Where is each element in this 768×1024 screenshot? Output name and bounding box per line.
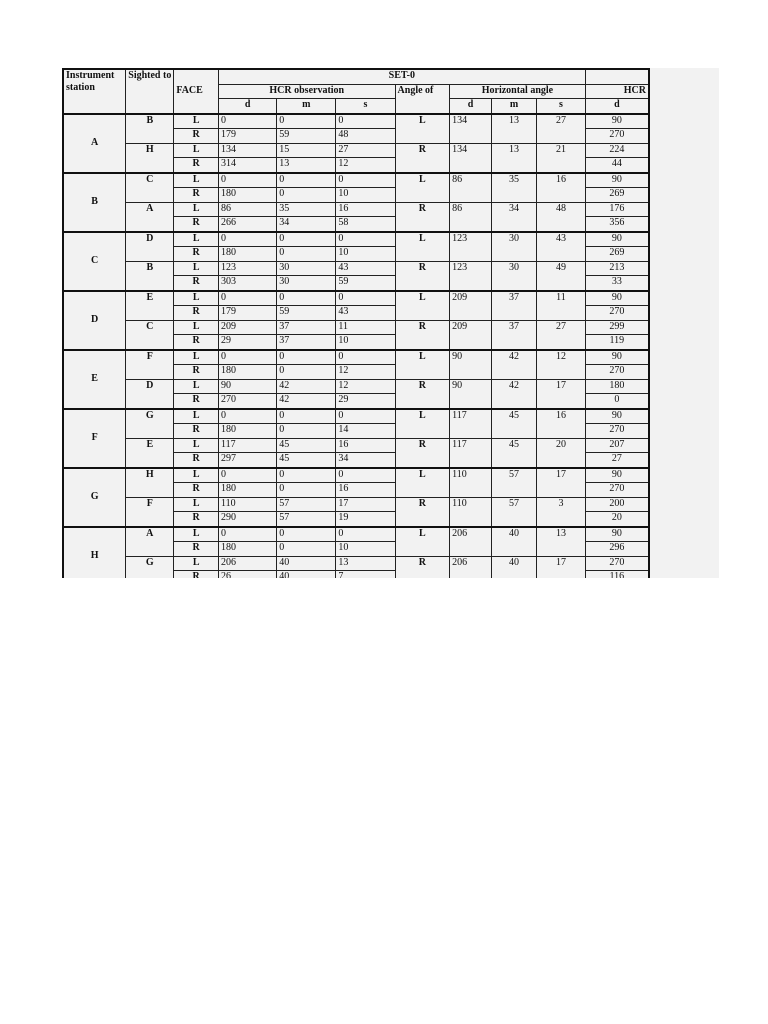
angle-d-cell[interactable]: 90 xyxy=(450,379,492,409)
target-cell[interactable]: B xyxy=(126,114,174,144)
hcr-m-cell[interactable]: 34 xyxy=(277,217,336,232)
angle-face-cell[interactable]: L xyxy=(395,291,450,321)
face-cell[interactable]: R xyxy=(174,365,219,380)
station-cell[interactable]: E xyxy=(63,350,126,409)
target-cell[interactable]: C xyxy=(126,320,174,350)
hcr-s-cell[interactable]: 7 xyxy=(336,571,395,579)
face-cell[interactable]: R xyxy=(174,453,219,468)
target-cell[interactable]: B xyxy=(126,261,174,291)
hcr-d-cell[interactable]: 0 xyxy=(218,291,276,306)
next-hcr-d-cell[interactable]: 90 xyxy=(585,114,649,129)
hcr-d-cell[interactable]: 134 xyxy=(218,143,276,158)
angle-m-cell[interactable]: 13 xyxy=(491,114,536,144)
hcr-m-cell[interactable]: 30 xyxy=(277,276,336,291)
header-horizontal-angle: Horizontal angle xyxy=(450,84,586,99)
next-hcr-d-cell[interactable]: 269 xyxy=(585,188,649,203)
angle-face-cell[interactable]: L xyxy=(395,409,450,439)
face-cell[interactable]: L xyxy=(174,409,219,424)
target-cell[interactable]: E xyxy=(126,438,174,468)
table-row xyxy=(63,438,649,453)
face-cell[interactable]: R xyxy=(174,276,219,291)
table-row xyxy=(63,291,649,306)
hcr-m-cell[interactable]: 35 xyxy=(277,202,336,217)
hcr-d-cell[interactable]: 0 xyxy=(218,114,276,129)
hcr-m-cell[interactable]: 0 xyxy=(277,468,336,483)
angle-face-cell[interactable]: L xyxy=(395,114,450,144)
table-row xyxy=(63,202,649,217)
angle-s-cell[interactable]: 20 xyxy=(537,438,585,468)
station-cell[interactable]: D xyxy=(63,291,126,350)
table-row xyxy=(63,379,649,394)
hcr-s-cell[interactable]: 16 xyxy=(336,483,395,498)
hcr-m-cell[interactable]: 57 xyxy=(277,497,336,512)
survey-table xyxy=(62,68,650,578)
face-cell[interactable]: R xyxy=(174,129,219,144)
hcr-m-cell[interactable]: 59 xyxy=(277,306,336,321)
table-row xyxy=(63,497,649,512)
angle-s-cell[interactable]: 3 xyxy=(537,497,585,527)
next-hcr-d-cell[interactable]: 270 xyxy=(585,424,649,439)
target-cell[interactable]: H xyxy=(126,143,174,173)
hcr-d-cell[interactable]: 180 xyxy=(218,188,276,203)
face-cell[interactable]: L xyxy=(174,232,219,247)
hcr-m-cell[interactable]: 59 xyxy=(277,129,336,144)
target-cell[interactable]: G xyxy=(126,409,174,439)
angle-d-cell[interactable]: 134 xyxy=(450,143,492,173)
angle-face-cell[interactable]: R xyxy=(395,379,450,409)
next-hcr-d-cell[interactable]: 269 xyxy=(585,247,649,262)
hcr-s-cell[interactable]: 27 xyxy=(336,143,395,158)
hcr-d-cell[interactable]: 0 xyxy=(218,527,276,542)
angle-d-cell[interactable]: 86 xyxy=(450,173,492,203)
hcr-m-cell[interactable]: 40 xyxy=(277,571,336,579)
face-cell[interactable]: R xyxy=(174,217,219,232)
next-hcr-d-cell[interactable]: 176 xyxy=(585,202,649,217)
next-hcr-d-cell[interactable]: 90 xyxy=(585,527,649,542)
next-hcr-d-cell[interactable]: 90 xyxy=(585,468,649,483)
hcr-d-cell[interactable]: 206 xyxy=(218,556,276,571)
header-blank xyxy=(585,69,649,84)
face-cell[interactable]: R xyxy=(174,542,219,557)
hcr-d-cell[interactable]: 0 xyxy=(218,468,276,483)
hcr-d-cell[interactable]: 180 xyxy=(218,247,276,262)
next-hcr-d-cell[interactable]: 116 xyxy=(585,571,649,579)
angle-d-cell[interactable]: 206 xyxy=(450,556,492,578)
station-cell[interactable]: G xyxy=(63,468,126,527)
next-hcr-d-cell[interactable]: 180 xyxy=(585,379,649,394)
next-hcr-d-cell[interactable]: 270 xyxy=(585,365,649,380)
hcr-m-cell[interactable]: 0 xyxy=(277,350,336,365)
next-hcr-d-cell[interactable]: 213 xyxy=(585,261,649,276)
face-cell[interactable]: L xyxy=(174,497,219,512)
hcr-d-cell[interactable]: 90 xyxy=(218,379,276,394)
hcr-s-cell[interactable]: 14 xyxy=(336,424,395,439)
face-cell[interactable]: L xyxy=(174,438,219,453)
hcr-m-cell[interactable]: 0 xyxy=(277,483,336,498)
angle-m-cell[interactable]: 37 xyxy=(491,291,536,321)
hcr-d-cell[interactable]: 179 xyxy=(218,306,276,321)
angle-d-cell[interactable]: 110 xyxy=(450,468,492,498)
hcr-m-cell[interactable]: 0 xyxy=(277,365,336,380)
face-cell[interactable]: R xyxy=(174,335,219,350)
angle-m-cell[interactable]: 42 xyxy=(491,379,536,409)
angle-m-cell[interactable]: 34 xyxy=(491,202,536,232)
next-hcr-d-cell[interactable]: 90 xyxy=(585,291,649,306)
next-hcr-d-cell[interactable]: 90 xyxy=(585,173,649,188)
hcr-d-cell[interactable]: 303 xyxy=(218,276,276,291)
station-cell[interactable]: C xyxy=(63,232,126,291)
face-cell[interactable]: L xyxy=(174,527,219,542)
target-cell[interactable]: F xyxy=(126,497,174,527)
face-cell[interactable]: R xyxy=(174,394,219,409)
table-row xyxy=(63,143,649,158)
hcr-s-cell[interactable]: 0 xyxy=(336,173,395,188)
hcr-d-cell[interactable]: 0 xyxy=(218,350,276,365)
hcr-d-cell[interactable]: 117 xyxy=(218,438,276,453)
angle-m-cell[interactable]: 30 xyxy=(491,261,536,291)
next-hcr-d-cell[interactable]: 0 xyxy=(585,394,649,409)
next-hcr-d-cell[interactable]: 90 xyxy=(585,232,649,247)
face-cell[interactable]: R xyxy=(174,424,219,439)
angle-m-cell[interactable]: 13 xyxy=(491,143,536,173)
hcr-m-cell[interactable]: 0 xyxy=(277,173,336,188)
hcr-s-cell[interactable]: 12 xyxy=(336,365,395,380)
hcr-s-cell[interactable]: 10 xyxy=(336,335,395,350)
hcr-d-cell[interactable]: 0 xyxy=(218,232,276,247)
angle-d-cell[interactable]: 209 xyxy=(450,291,492,321)
hcr-s-cell[interactable]: 13 xyxy=(336,556,395,571)
next-hcr-d-cell[interactable]: 33 xyxy=(585,276,649,291)
next-hcr-d-cell[interactable]: 119 xyxy=(585,335,649,350)
header-d: d xyxy=(218,99,276,114)
next-hcr-d-cell[interactable]: 207 xyxy=(585,438,649,453)
hcr-s-cell[interactable]: 12 xyxy=(336,158,395,173)
table-row xyxy=(63,114,649,129)
hcr-d-cell[interactable]: 180 xyxy=(218,542,276,557)
hcr-d-cell[interactable]: 110 xyxy=(218,497,276,512)
hcr-s-cell[interactable]: 43 xyxy=(336,261,395,276)
hcr-m-cell[interactable]: 0 xyxy=(277,114,336,129)
face-cell[interactable]: R xyxy=(174,571,219,579)
angle-d-cell[interactable]: 86 xyxy=(450,202,492,232)
table-row xyxy=(63,409,649,424)
hcr-s-cell[interactable]: 48 xyxy=(336,129,395,144)
hcr-s-cell[interactable]: 0 xyxy=(336,468,395,483)
angle-m-cell[interactable]: 30 xyxy=(491,232,536,262)
table-row xyxy=(63,556,649,571)
table-row xyxy=(63,173,649,188)
hcr-s-cell[interactable]: 58 xyxy=(336,217,395,232)
hcr-s-cell[interactable]: 17 xyxy=(336,497,395,512)
next-hcr-d-cell[interactable]: 299 xyxy=(585,320,649,335)
face-cell[interactable]: R xyxy=(174,188,219,203)
hcr-d-cell[interactable]: 180 xyxy=(218,483,276,498)
face-cell[interactable]: L xyxy=(174,114,219,129)
face-cell[interactable]: L xyxy=(174,350,219,365)
angle-s-cell[interactable]: 11 xyxy=(537,291,585,321)
hcr-m-cell[interactable]: 37 xyxy=(277,335,336,350)
target-cell[interactable]: A xyxy=(126,202,174,232)
header-ang-d: d xyxy=(450,99,492,114)
angle-m-cell[interactable]: 37 xyxy=(491,320,536,350)
angle-s-cell[interactable]: 13 xyxy=(537,527,585,557)
angle-face-cell[interactable]: R xyxy=(395,261,450,291)
angle-s-cell[interactable]: 48 xyxy=(537,202,585,232)
face-cell[interactable]: L xyxy=(174,320,219,335)
hcr-m-cell[interactable]: 15 xyxy=(277,143,336,158)
angle-m-cell[interactable]: 45 xyxy=(491,438,536,468)
hcr-m-cell[interactable]: 0 xyxy=(277,527,336,542)
hcr-d-cell[interactable]: 297 xyxy=(218,453,276,468)
face-cell[interactable]: L xyxy=(174,468,219,483)
angle-face-cell[interactable]: R xyxy=(395,320,450,350)
hcr-m-cell[interactable]: 0 xyxy=(277,188,336,203)
angle-s-cell[interactable]: 16 xyxy=(537,409,585,439)
hcr-d-cell[interactable]: 209 xyxy=(218,320,276,335)
angle-s-cell[interactable]: 17 xyxy=(537,468,585,498)
angle-d-cell[interactable]: 110 xyxy=(450,497,492,527)
next-hcr-d-cell[interactable]: 224 xyxy=(585,143,649,158)
header-next-d: d xyxy=(585,99,649,114)
hcr-m-cell[interactable]: 45 xyxy=(277,438,336,453)
angle-s-cell[interactable]: 21 xyxy=(537,143,585,173)
face-cell[interactable]: R xyxy=(174,247,219,262)
face-cell[interactable]: R xyxy=(174,483,219,498)
table-row xyxy=(63,320,649,335)
header-m: m xyxy=(277,99,336,114)
header-sighted-to: Sighted to xyxy=(126,69,174,114)
station-cell[interactable]: A xyxy=(63,114,126,173)
face-cell[interactable]: L xyxy=(174,143,219,158)
header-s: s xyxy=(336,99,395,114)
target-cell[interactable]: F xyxy=(126,350,174,380)
next-hcr-d-cell[interactable]: 200 xyxy=(585,497,649,512)
table-row xyxy=(63,468,649,483)
hcr-s-cell[interactable]: 29 xyxy=(336,394,395,409)
angle-d-cell[interactable]: 134 xyxy=(450,114,492,144)
hcr-s-cell[interactable]: 16 xyxy=(336,202,395,217)
hcr-m-cell[interactable]: 37 xyxy=(277,320,336,335)
hcr-m-cell[interactable]: 13 xyxy=(277,158,336,173)
angle-m-cell[interactable]: 57 xyxy=(491,497,536,527)
angle-d-cell[interactable]: 123 xyxy=(450,261,492,291)
face-cell[interactable]: L xyxy=(174,556,219,571)
face-cell[interactable]: R xyxy=(174,512,219,527)
header-instrument-station: Instrument station xyxy=(63,69,126,114)
next-hcr-d-cell[interactable]: 27 xyxy=(585,453,649,468)
hcr-m-cell[interactable]: 0 xyxy=(277,232,336,247)
table-row xyxy=(63,232,649,247)
hcr-m-cell[interactable]: 30 xyxy=(277,261,336,276)
face-cell[interactable]: L xyxy=(174,379,219,394)
angle-m-cell[interactable]: 40 xyxy=(491,556,536,578)
angle-face-cell[interactable]: R xyxy=(395,497,450,527)
angle-m-cell[interactable]: 45 xyxy=(491,409,536,439)
next-hcr-d-cell[interactable]: 90 xyxy=(585,409,649,424)
face-cell[interactable]: R xyxy=(174,306,219,321)
hcr-m-cell[interactable]: 57 xyxy=(277,512,336,527)
hcr-s-cell[interactable]: 10 xyxy=(336,188,395,203)
next-hcr-d-cell[interactable]: 296 xyxy=(585,542,649,557)
hcr-s-cell[interactable]: 10 xyxy=(336,542,395,557)
hcr-m-cell[interactable]: 0 xyxy=(277,291,336,306)
header-ang-m: m xyxy=(491,99,536,114)
table-row xyxy=(63,350,649,365)
hcr-d-cell[interactable]: 180 xyxy=(218,365,276,380)
angle-s-cell[interactable]: 16 xyxy=(537,173,585,203)
hcr-s-cell[interactable]: 19 xyxy=(336,512,395,527)
angle-d-cell[interactable]: 117 xyxy=(450,409,492,439)
angle-s-cell[interactable]: 17 xyxy=(537,379,585,409)
hcr-s-cell[interactable]: 0 xyxy=(336,232,395,247)
angle-d-cell[interactable]: 117 xyxy=(450,438,492,468)
header-hcr-observation: HCR observation xyxy=(218,84,395,99)
next-hcr-d-cell[interactable]: 270 xyxy=(585,556,649,571)
target-cell[interactable]: D xyxy=(126,232,174,262)
next-hcr-d-cell[interactable]: 44 xyxy=(585,158,649,173)
face-cell[interactable]: L xyxy=(174,202,219,217)
angle-d-cell[interactable]: 123 xyxy=(450,232,492,262)
target-cell[interactable]: G xyxy=(126,556,174,578)
next-hcr-d-cell[interactable]: 270 xyxy=(585,306,649,321)
table-row xyxy=(63,261,649,276)
face-cell[interactable]: L xyxy=(174,173,219,188)
hcr-s-cell[interactable]: 59 xyxy=(336,276,395,291)
angle-face-cell[interactable]: R xyxy=(395,143,450,173)
next-hcr-d-cell[interactable]: 90 xyxy=(585,350,649,365)
next-hcr-d-cell[interactable]: 356 xyxy=(585,217,649,232)
hcr-d-cell[interactable]: 290 xyxy=(218,512,276,527)
target-cell[interactable]: C xyxy=(126,173,174,203)
hcr-d-cell[interactable]: 179 xyxy=(218,129,276,144)
header-face: FACE xyxy=(174,69,219,114)
header-set: SET-0 xyxy=(218,69,585,84)
face-cell[interactable]: R xyxy=(174,158,219,173)
angle-s-cell[interactable]: 27 xyxy=(537,114,585,144)
angle-face-cell[interactable]: L xyxy=(395,527,450,557)
hcr-m-cell[interactable]: 0 xyxy=(277,424,336,439)
next-hcr-d-cell[interactable]: 20 xyxy=(585,512,649,527)
angle-d-cell[interactable]: 206 xyxy=(450,527,492,557)
hcr-m-cell[interactable]: 0 xyxy=(277,542,336,557)
hcr-d-cell[interactable]: 26 xyxy=(218,571,276,579)
hcr-m-cell[interactable]: 0 xyxy=(277,247,336,262)
header-ang-s: s xyxy=(537,99,585,114)
angle-s-cell[interactable]: 27 xyxy=(537,320,585,350)
target-cell[interactable]: E xyxy=(126,291,174,321)
angle-m-cell[interactable]: 42 xyxy=(491,350,536,380)
angle-face-cell[interactable]: R xyxy=(395,556,450,578)
angle-d-cell[interactable]: 209 xyxy=(450,320,492,350)
hcr-m-cell[interactable]: 40 xyxy=(277,556,336,571)
target-cell[interactable]: H xyxy=(126,468,174,498)
angle-d-cell[interactable]: 90 xyxy=(450,350,492,380)
hcr-d-cell[interactable]: 266 xyxy=(218,217,276,232)
hcr-m-cell[interactable]: 42 xyxy=(277,379,336,394)
target-cell[interactable]: A xyxy=(126,527,174,557)
station-cell[interactable]: H xyxy=(63,527,126,579)
face-cell[interactable]: L xyxy=(174,261,219,276)
hcr-d-cell[interactable]: 86 xyxy=(218,202,276,217)
angle-m-cell[interactable]: 57 xyxy=(491,468,536,498)
station-cell[interactable]: F xyxy=(63,409,126,468)
hcr-d-cell[interactable]: 270 xyxy=(218,394,276,409)
face-cell[interactable]: L xyxy=(174,291,219,306)
hcr-d-cell[interactable]: 314 xyxy=(218,158,276,173)
hcr-s-cell[interactable]: 12 xyxy=(336,379,395,394)
angle-m-cell[interactable]: 35 xyxy=(491,173,536,203)
angle-face-cell[interactable]: R xyxy=(395,202,450,232)
hcr-s-cell[interactable]: 0 xyxy=(336,291,395,306)
angle-face-cell[interactable]: L xyxy=(395,350,450,380)
hcr-d-cell[interactable]: 29 xyxy=(218,335,276,350)
header-angle-of: Angle of xyxy=(395,84,450,114)
hcr-s-cell[interactable]: 0 xyxy=(336,114,395,129)
next-hcr-d-cell[interactable]: 270 xyxy=(585,483,649,498)
hcr-s-cell[interactable]: 11 xyxy=(336,320,395,335)
hcr-m-cell[interactable]: 0 xyxy=(277,409,336,424)
hcr-s-cell[interactable]: 16 xyxy=(336,438,395,453)
angle-face-cell[interactable]: L xyxy=(395,232,450,262)
angle-s-cell[interactable]: 49 xyxy=(537,261,585,291)
hcr-m-cell[interactable]: 45 xyxy=(277,453,336,468)
hcr-s-cell[interactable]: 0 xyxy=(336,527,395,542)
angle-s-cell[interactable]: 17 xyxy=(537,556,585,578)
next-hcr-d-cell[interactable]: 270 xyxy=(585,129,649,144)
table-viewport[interactable] xyxy=(62,68,650,578)
hcr-s-cell[interactable]: 43 xyxy=(336,306,395,321)
hcr-d-cell[interactable]: 123 xyxy=(218,261,276,276)
angle-face-cell[interactable]: L xyxy=(395,173,450,203)
angle-m-cell[interactable]: 40 xyxy=(491,527,536,557)
table-row xyxy=(63,527,649,542)
hcr-s-cell[interactable]: 10 xyxy=(336,247,395,262)
target-cell[interactable]: D xyxy=(126,379,174,409)
angle-face-cell[interactable]: L xyxy=(395,468,450,498)
station-cell[interactable]: B xyxy=(63,173,126,232)
hcr-s-cell[interactable]: 0 xyxy=(336,409,395,424)
hcr-s-cell[interactable]: 34 xyxy=(336,453,395,468)
angle-s-cell[interactable]: 43 xyxy=(537,232,585,262)
hcr-d-cell[interactable]: 0 xyxy=(218,173,276,188)
hcr-d-cell[interactable]: 180 xyxy=(218,424,276,439)
hcr-s-cell[interactable]: 0 xyxy=(336,350,395,365)
header-hcr-next: HCR xyxy=(585,84,649,99)
angle-s-cell[interactable]: 12 xyxy=(537,350,585,380)
hcr-d-cell[interactable]: 0 xyxy=(218,409,276,424)
table-body xyxy=(63,69,649,578)
angle-face-cell[interactable]: R xyxy=(395,438,450,468)
hcr-m-cell[interactable]: 42 xyxy=(277,394,336,409)
